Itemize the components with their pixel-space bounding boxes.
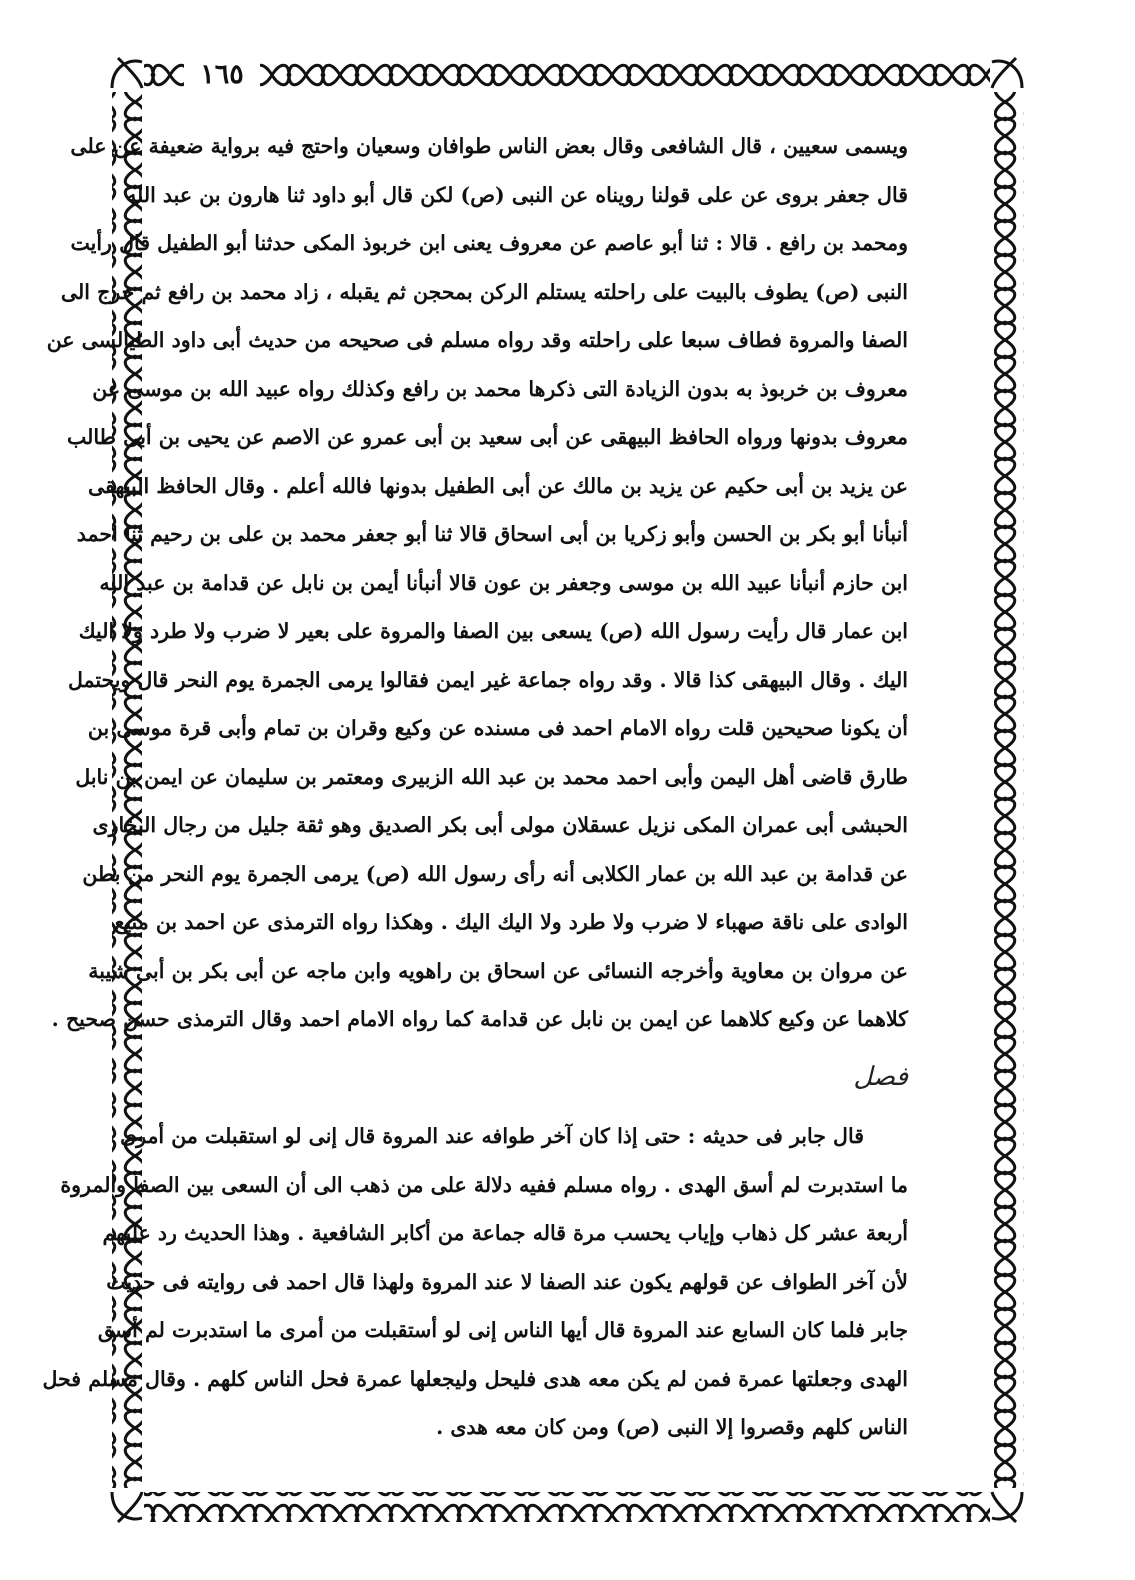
text-line: ما استدبرت لم أسق الهدى . رواه مسلم ففيه دلالة على من ذهب الى أن السعى بين الصفا والمروة — [60, 1172, 908, 1197]
text-line: الوادى على ناقة صهباء لا ضرب ولا طرد ولا اليك اليك . وهكذا رواه الترمذى عن احمد بن منيع — [114, 910, 908, 934]
text-line: معروف بدونها ورواه الحافظ البيهقى عن أبى سعيد بن أبى عمرو عن الاصم عن يحيى بن أبى طالب — [67, 425, 908, 449]
text-line: طارق قاضى أهل اليمن وأبى احمد محمد بن عبد الله الزبيرى ومعتمر بن سليمان عن ايمن بن نابل — [75, 764, 908, 789]
text-line: عن مروان بن معاوية وأخرجه النسائى عن اسحاق بن راهويه وابن ماجه عن أبى بكر بن أبى شيبة — [88, 958, 908, 983]
text-line: قال جابر فى حديثه : حتى إذا كان آخر طوافه عند المروة قال إنى لو استقبلت من أمرى — [120, 1124, 864, 1148]
paragraph-jabir-hadith — [42, 1112, 908, 1452]
text-line: الحبشى أبى عمران المكى نزيل عسقلان مولى أبى بكر الصديق وهو ثقة جليل من رجال البخارى — [92, 813, 908, 837]
text-line: الناس كلهم وقصروا إلا النبى (ص) ومن كان معه هدى . — [436, 1415, 908, 1439]
section-heading: فصل — [853, 1062, 908, 1092]
text-line: ابن عمار قال رأيت رسول الله (ص) يسعى بين الصفا والمروة على بعير لا ضرب ولا طرد ولا اليك — [78, 619, 908, 643]
text-line: جابر فلما كان السابع عند المروة قال أيها الناس إنى لو أستقبلت من أمرى ما استدبرت لم أسق — [97, 1318, 908, 1342]
text-line: لأن آخر الطواف عن قولهم يكون عند الصفا لا عند المروة ولهذا قال احمد فى روايته فى حديث — [106, 1269, 908, 1294]
text-line: الصفا والمروة فطاف سبعا على راحلته وقد رواه مسلم فى صحيحه من حديث أبى داود الطيالسى عن — [46, 328, 908, 352]
text-line: الهدى وجعلتها عمرة فمن لم يكن معه هدى فليحل وليجعلها عمرة فحل الناس كلهم . وقال مسلم فحل — [42, 1366, 908, 1391]
text-line: معروف بن خربوذ به بدون الزيادة التى ذكرها محمد بن رافع وكذلك رواه عبيد الله بن موسى عن — [92, 376, 908, 401]
text-line: اليك . وقال البيهقى كذا قالا . وقد رواه جماعة غير ايمن فقالوا يرمى الجمرة يوم النحر قال ويحتمل — [67, 667, 908, 692]
text-line: عن يزيد بن أبى حكيم عن يزيد بن مالك عن أبى الطفيل بدونها فالله أعلم . وقال الحافظ البيهقى — [87, 473, 908, 498]
text-line: ويسمى سعيين ، قال الشافعى وقال بعض الناس طوافان وسعيان واحتج فيه برواية ضعيفة عن على — [70, 134, 908, 158]
text-line: أنبأنا أبو بكر بن الحسن وأبو زكريا بن أبى اسحاق قالا ثنا أبو جعفر محمد بن على بن رحيم ثنا احمد — [76, 522, 908, 546]
text-line: ومحمد بن رافع . قالا : ثنا أبو عاصم عن معروف يعنى ابن خربوذ المكى حدثنا أبو الطفيل قال رأيت — [70, 231, 908, 255]
paragraph-hadith-sai — [46, 122, 908, 1044]
text-line: النبى (ص) يطوف بالبيت على راحلته يستلم الركن بمحجن ثم يقبله ، زاد محمد بن رافع ثم خرج الى — [60, 279, 908, 304]
text-line: أربعة عشر كل ذهاب وإياب يحسب مرة قاله جماعة من أكابر الشافعية . وهذا الحديث رد عليهم — [102, 1221, 908, 1245]
text-line: كلاهما عن وكيع كلاهما عن ايمن بن نابل عن قدامة كما رواه الامام احمد وقال الترمذى حسن صحيح . — [51, 1007, 908, 1031]
text-line: أن يكونا صحيحين قلت رواه الامام احمد فى مسنده عن وكيع وقران بن تمام وأبى قرة موسى بن — [87, 716, 908, 740]
page-number: ١٦٥ — [184, 58, 260, 92]
text-line: عن قدامة بن عبد الله بن عمار الكلابى أنه رأى رسول الله (ص) يرمى الجمرة يوم النحر من بطن — [82, 861, 908, 886]
text-line: قال جعفر بروى عن على قولنا رويناه عن النبى (ص) لكن قال أبو داود ثنا هارون بن عبد الله — [126, 182, 908, 207]
text-line: ابن حازم أنبأنا عبيد الله بن موسى وجعفر بن عون قالا أنبأنا أيمن بن نابل عن قدامة بن عبد الله — [99, 570, 908, 595]
